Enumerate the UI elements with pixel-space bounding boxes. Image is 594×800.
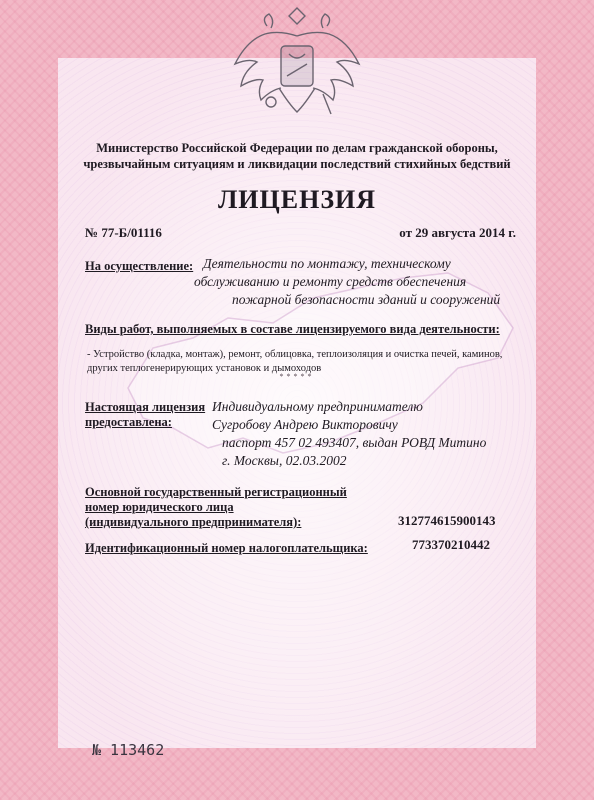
inn-label: Идентификационный номер налогоплательщика: — [85, 541, 368, 555]
grantee-line-1: Индивидуальному предпринимателю — [212, 399, 423, 414]
granted-label-line-1: Настоящая лицензия — [85, 400, 206, 414]
grantee-line-2: Сугробову Андрею Викторовичу — [212, 417, 398, 432]
ogrn-value: 312774615900143 — [398, 513, 496, 528]
purpose-line-2: обслуживанию и ремонту средств обеспечения — [194, 274, 467, 289]
ministry-line-2: чрезвычайным ситуациям и ликвидации последствий стихийных бедствий — [83, 157, 511, 171]
works-label: Виды работ, выполняемых в составе лицензируемого вида деятельности: — [85, 322, 500, 336]
grantee-line-3: паспорт 457 02 493407, выдан РОВД Митино — [222, 435, 487, 450]
license-number: № 77-Б/01116 — [85, 225, 162, 240]
ogrn-label-line-2: номер юридического лица — [85, 500, 234, 514]
ministry-line-1: Министерство Российской Федерации по делам гражданской обороны, — [96, 141, 498, 155]
ogrn-label-line-1: Основной государственный регистрационный — [85, 485, 347, 499]
grantee-line-4: г. Москвы, 02.03.2002 — [222, 453, 347, 468]
ogrn-label-line-3: (индивидуального предпринимателя): — [85, 515, 302, 529]
works-line-2: других теплогенерирующих установок и дымоходов — [87, 363, 322, 374]
coat-of-arms-emblem — [227, 6, 367, 118]
purpose-line-3: пожарной безопасности зданий и сооружений — [232, 292, 501, 307]
license-date: от 29 августа 2014 г. — [399, 225, 516, 240]
blank-serial-number: № 113462 — [92, 741, 165, 759]
works-separator: ***** — [279, 372, 315, 381]
granted-label-line-2: предоставлена: — [85, 415, 172, 429]
works-line-1: - Устройство (кладка, монтаж), ремонт, облицовка, теплоизоляция и очистка печей, каминов, — [87, 349, 503, 360]
document-title: ЛИЦЕНЗИЯ — [217, 185, 377, 214]
inn-value: 773370210442 — [412, 537, 490, 552]
purpose-line-1: Деятельности по монтажу, техническому — [203, 256, 451, 271]
purpose-label: На осуществление: — [85, 259, 194, 273]
